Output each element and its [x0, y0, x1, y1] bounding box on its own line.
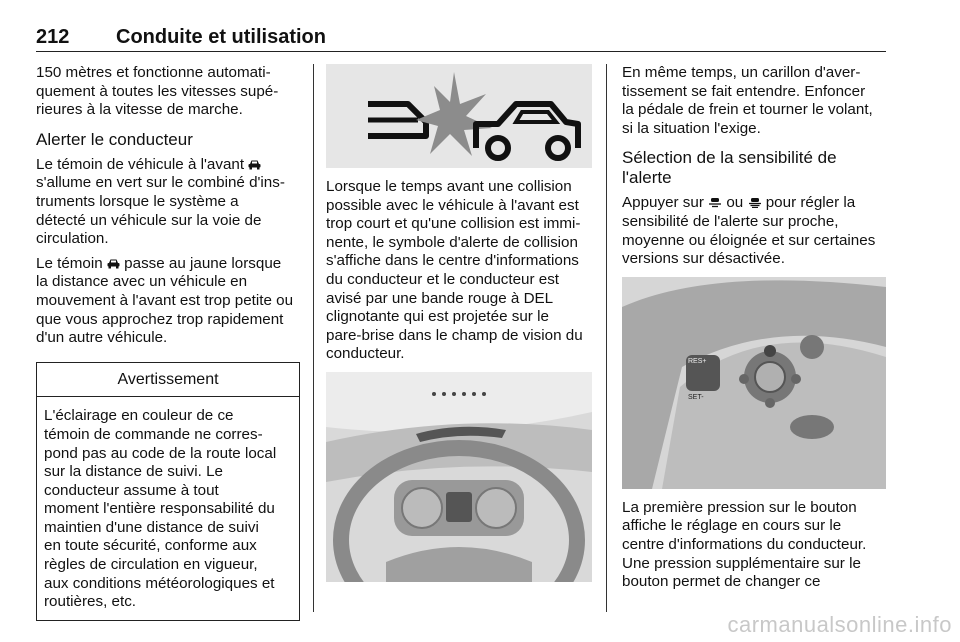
dashboard-windshield-figure: [326, 372, 592, 582]
set-label: SET-: [688, 393, 704, 401]
warning-box: [36, 362, 300, 621]
follow-distance-button: [800, 335, 824, 359]
watermark: carmanualsonline.info: [727, 612, 952, 637]
collision-paragraph: Lorsque le temps avant une collision possible avec le véhicule à l'avant est trop court et qu'une collision est immi- nente, le symbole d'alerte de collision s'affiche dans le centre d'informations du conducteur et le conducteur est avisé par une bande rouge à DEL clignotante qui est projetée sur le pare-brise dans le champ de vision du conducteur.: [326, 178, 583, 363]
paragraph-indicator-yellow: Le témoin passe au jaune lorsque la distance avec un véhicule en mouvement à l'avant est trop petite ou que vous approchez trop rapidement d'un autre véhicule.: [36, 254, 294, 347]
first-press-paragraph: La première pression sur le bouton affiche le réglage en cours sur le centre d'informations du conducteur. Une pression supplémentaire sur le bouton permet de changer ce: [622, 498, 867, 591]
steering-wheel-controls-figure: [622, 277, 886, 489]
column-divider: [606, 64, 607, 612]
collision-symbol-figure: [326, 64, 592, 168]
heading-alert-driver: Alerter le conducteur: [36, 129, 193, 149]
page-header: [36, 26, 886, 52]
follow-distance-minus-icon: [708, 197, 722, 208]
follow-distance-plus-icon: [748, 197, 762, 208]
paragraph-indicator-green: Le témoin de véhicule à l'avant s'allume en vert sur le combiné d'ins- truments lorsque le système a détecté un véhicule sur la voie de circulation.: [36, 155, 285, 248]
car-front-icon: [248, 159, 261, 170]
column-right: [622, 64, 886, 598]
column-left: [36, 64, 300, 621]
follow-distance-gap-button: [790, 415, 834, 439]
sensitivity-paragraph: Appuyer sur ou pour régler la sensibilité de l'alerte sur proche, moyenne ou éloignée et sur certaines versions sur désactivée.: [622, 194, 876, 268]
column-divider: [313, 64, 314, 612]
res-label: RES+: [688, 357, 707, 365]
page-number: 212: [36, 26, 70, 48]
intro-paragraph: 150 mètres et fonctionne automati- quement à toutes les vitesses supé- rieures à la vitesse de marche.: [36, 64, 279, 119]
warning-body: L'éclairage en couleur de ce témoin de commande ne corres- pond pas au code de la route local sur la distance de suivi. Le conducteur assume à tout moment l'entière responsabilité du maintien d'une distance de suivi en toute sécurité, conforme aux règles de circulation en vigueur, aux conditions météorologiques et routières, etc.: [44, 407, 277, 611]
chime-paragraph: En même temps, un carillon d'aver- tissement se fait entendre. Enfoncer la pédale de frein et tourner le volant, si la situation l'exige.: [622, 64, 873, 137]
car-front-icon: [107, 258, 120, 269]
column-middle: [326, 64, 592, 592]
chapter-title: Conduite et utilisation: [116, 26, 326, 48]
warning-title: Avertissement: [37, 363, 299, 398]
heading-sensitivity: Sélection de la sensibilité de l'alerte: [622, 148, 837, 188]
